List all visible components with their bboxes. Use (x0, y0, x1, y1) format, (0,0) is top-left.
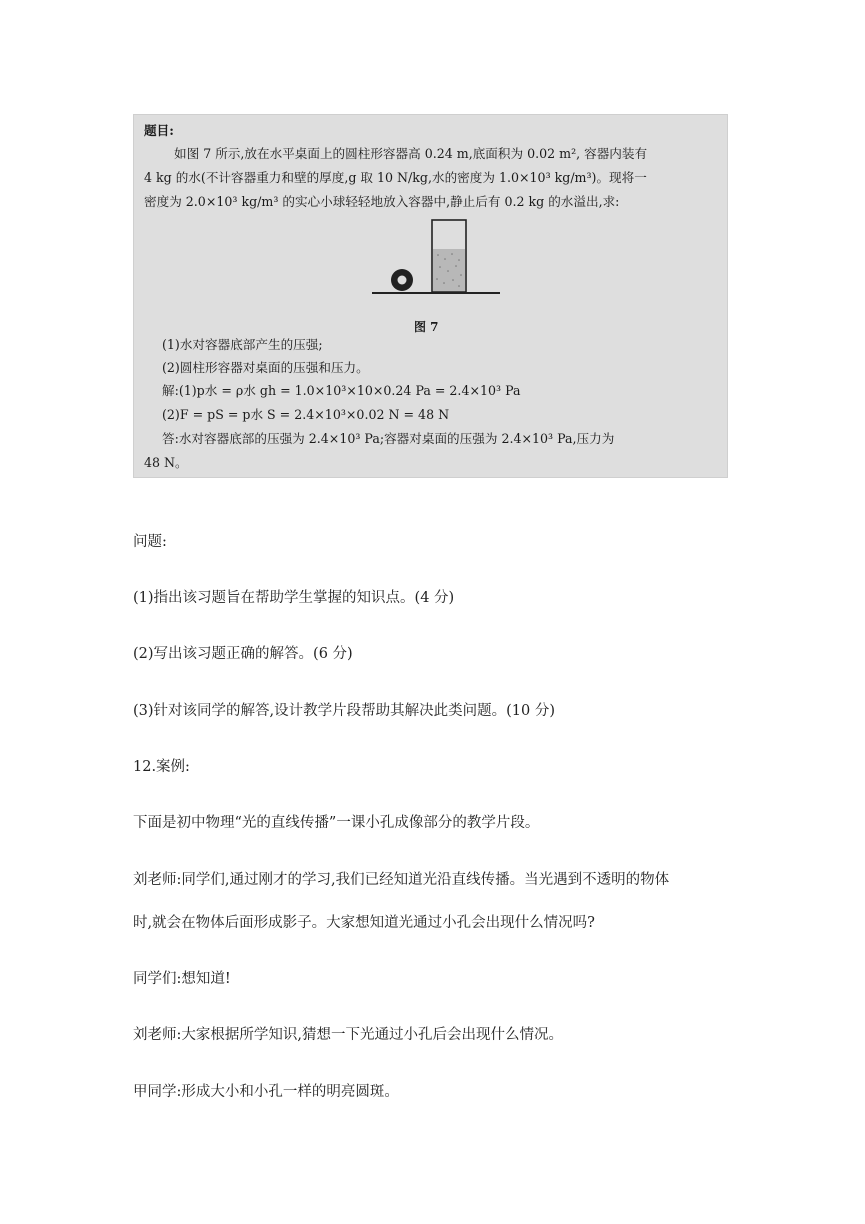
scan-question-2: (2)圆柱形容器对桌面的压强和压力。 (162, 360, 369, 375)
problem-scan-image (133, 114, 728, 478)
case-intro: 下面是初中物理“光的直线传播”一课小孔成像部分的教学片段。 (133, 815, 540, 831)
scan-line-1: 如图 7 所示,放在水平桌面上的圆柱形容器高 0.24 m,底面积为 0.02 m², 容器内装有 (174, 146, 648, 161)
dialog-teacher-1a: 刘老师:同学们,通过刚才的学习,我们已经知道光沿直线传播。当光遇到不透明的物体 (133, 872, 670, 888)
scan-answer-1: 答:水对容器底部的压强为 2.4×10³ Pa;容器对桌面的压强为 2.4×10³ Pa,压力为 (162, 431, 615, 446)
question-1: (1)指出该习题旨在帮助学生掌握的知识点。(4 分) (133, 590, 455, 606)
figure-caption: 图 7 (414, 320, 439, 334)
question-3: (3)针对该同学的解答,设计教学片段帮助其解决此类问题。(10 分) (133, 703, 556, 719)
case-heading: 12.案例: (133, 759, 190, 775)
scan-heading: 题目: (144, 123, 174, 138)
scan-line-3: 密度为 2.0×10³ kg/m³ 的实心小球轻轻地放入容器中,静止后有 0.2 kg 的水溢出,求: (144, 194, 620, 209)
dialog-student-a: 甲同学:形成大小和小孔一样的明亮圆斑。 (133, 1084, 399, 1100)
scan-line-2: 4 kg 的水(不计容器重力和壁的厚度,g 取 10 N/kg,水的密度为 1.0×10³ kg/m³)。现将一 (144, 170, 647, 185)
scan-answer-2: 48 N。 (144, 455, 188, 470)
questions-heading: 问题: (133, 534, 167, 550)
dialog-teacher-2: 刘老师:大家根据所学知识,猜想一下光通过小孔后会出现什么情况。 (133, 1027, 563, 1043)
scan-solution-1: 解:(1)p水 = ρ水 gh = 1.0×10³×10×0.24 Pa = 2.4×10³ Pa (162, 383, 521, 398)
question-2: (2)写出该习题正确的解答。(6 分) (133, 646, 353, 662)
dialog-students: 同学们:想知道! (133, 971, 231, 987)
dialog-teacher-1b: 时,就会在物体后面形成影子。大家想知道光通过小孔会出现什么情况吗? (133, 915, 595, 931)
container-ball-figure (370, 215, 510, 300)
scan-question-1: (1)水对容器底部产生的压强; (162, 337, 323, 352)
scan-solution-2: (2)F = pS = p水 S = 2.4×10³×0.02 N = 48 N (162, 407, 450, 422)
